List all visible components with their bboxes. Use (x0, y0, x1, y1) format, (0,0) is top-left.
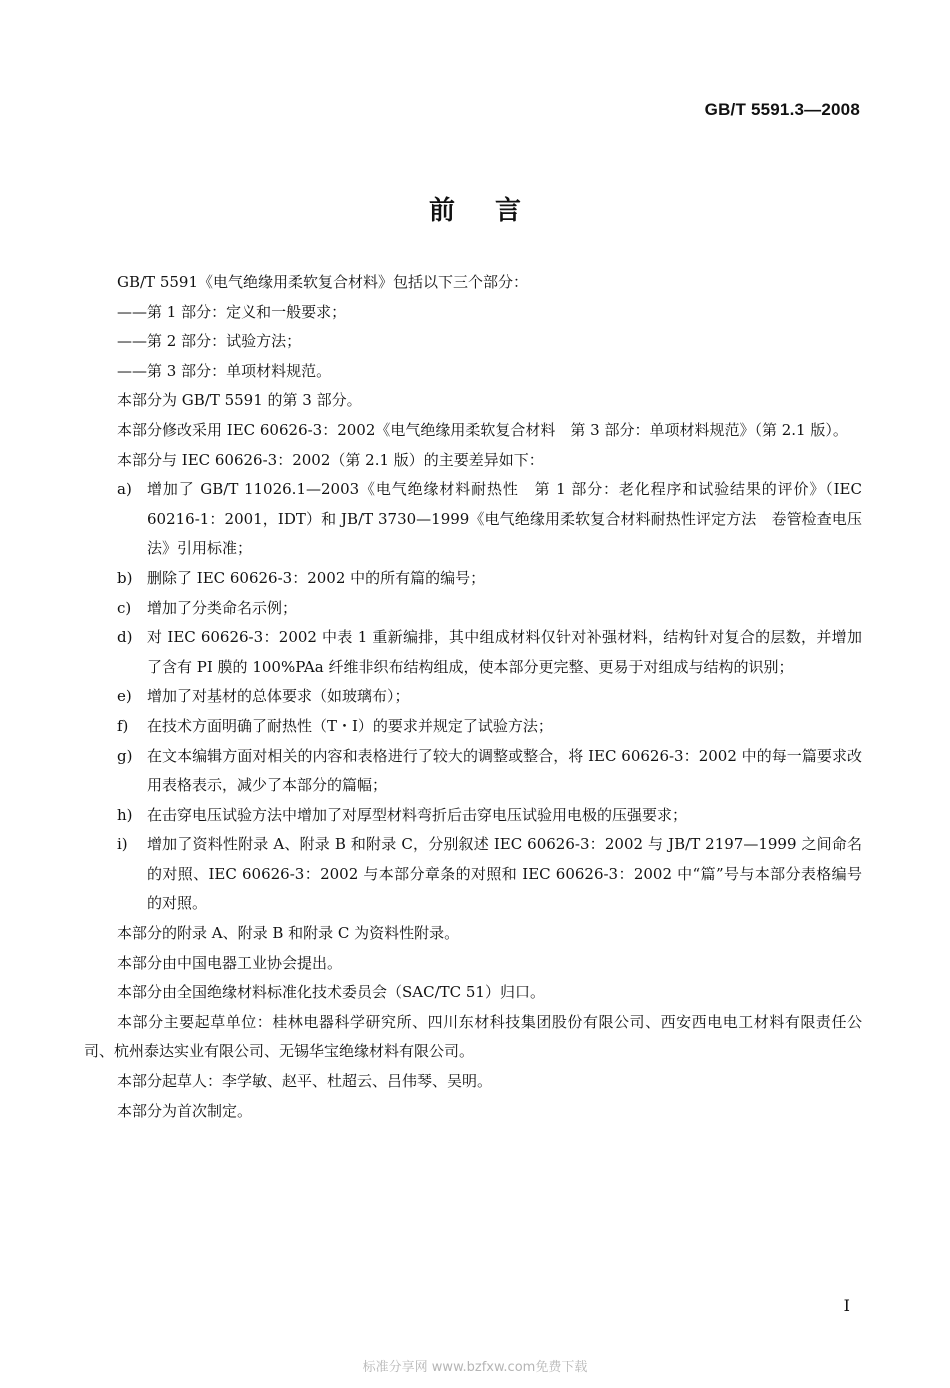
difference-label: e) (117, 687, 132, 706)
difference-item (84, 594, 862, 624)
difference-text: 在技术方面明确了耐热性（T・I）的要求并规定了试验方法； (147, 716, 553, 735)
difference-label: i) (117, 835, 128, 854)
difference-label: d) (117, 628, 133, 647)
difference-text: 增加了资料性附录 A、附录 B 和附录 C，分别叙述 IEC 60626-3：2002 与 JB/T 2197—1999 之间命名的对照、IEC 60626-3：2002 与本部分章条的对照和 IEC 60626-3：2002 中“篇”号与本部分表格编号的对照。 (147, 835, 862, 913)
document-body (84, 268, 862, 1126)
difference-text: 对 IEC 60626-3：2002 中表 1 重新编排，其中组成材料仅针对补强材料，结构针对复合的层数，并增加了含有 PI 膜的 100%PAa 纤维非织布结构组成，使本部分更完整、更易于对组成与结构的识别； (147, 628, 862, 676)
intro-paragraph: ——第 3 部分：单项材料规范。 (117, 361, 332, 380)
difference-text: 增加了分类命名示例； (147, 598, 298, 617)
difference-text: 增加了对基材的总体要求（如玻璃布）； (147, 687, 410, 706)
difference-item (84, 712, 862, 742)
closing-paragraph: 本部分主要起草单位：桂林电器科学研究所、四川东材科技集团股份有限公司、西安西电电工材料有限责任公司、杭州泰达实业有限公司、无锡华宝绝缘材料有限公司。 (84, 1012, 862, 1061)
closing-paragraph: 本部分的附录 A、附录 B 和附录 C 为资料性附录。 (117, 924, 460, 943)
closing-paragraph: 本部分起草人：李学敏、赵平、杜超云、吕伟琴、吴明。 (117, 1072, 493, 1091)
difference-item (84, 742, 862, 801)
difference-item (84, 830, 862, 919)
difference-label: g) (117, 746, 133, 765)
difference-label: f) (117, 716, 129, 735)
difference-label: b) (117, 568, 133, 587)
intro-paragraph: ——第 2 部分：试验方法； (117, 332, 302, 351)
difference-label: c) (117, 598, 132, 617)
page-number: I (843, 1296, 850, 1315)
closing-paragraph: 本部分由中国电器工业协会提出。 (117, 953, 343, 972)
closing-paragraph: 本部分为首次制定。 (117, 1101, 253, 1120)
difference-item (84, 564, 862, 594)
page-title: 前言 (428, 196, 561, 226)
intro-paragraph: 本部分与 IEC 60626-3：2002（第 2.1 版）的主要差异如下： (117, 450, 544, 469)
intro-paragraph: 本部分修改采用 IEC 60626-3：2002《电气绝缘用柔软复合材料 第 3 部分：单项材料规范》（第 2.1 版）。 (117, 420, 848, 439)
difference-label: h) (117, 805, 133, 824)
intro-paragraph: ——第 1 部分：定义和一般要求； (117, 302, 347, 321)
difference-text: 在击穿电压试验方法中增加了对厚型材料弯折后击穿电压试验用电极的压强要求； (147, 805, 688, 824)
difference-item (84, 801, 862, 831)
intro-paragraph: 本部分为 GB/T 5591 的第 3 部分。 (117, 391, 362, 410)
difference-item (84, 623, 862, 682)
difference-text: 增加了 GB/T 11026.1—2003《电气绝缘材料耐热性 第 1 部分：老化程序和试验结果的评价》（IEC 60216-1：2001，IDT）和 JB/T 3730—1999《电气绝缘用柔软复合材料耐热性评定方法 卷管检查电压法》引用标准； (147, 480, 862, 558)
intro-paragraph: GB/T 5591《电气绝缘用柔软复合材料》包括以下三个部分： (117, 273, 529, 291)
standard-code: GB/T 5591.3—2008 (704, 100, 860, 119)
difference-item (84, 682, 862, 712)
difference-item (84, 475, 862, 564)
footer-watermark: 标准分享网 www.bzfxw.com免费下载 (362, 1360, 588, 1375)
difference-label: a) (117, 480, 132, 499)
difference-text: 在文本编辑方面对相关的内容和表格进行了较大的调整或整合，将 IEC 60626-3：2002 中的每一篇要求改用表格表示，减少了本部分的篇幅； (147, 746, 862, 795)
closing-paragraph: 本部分由全国绝缘材料标准化技术委员会（SAC/TC 51）归口。 (117, 983, 545, 1002)
difference-text: 删除了 IEC 60626-3：2002 中的所有篇的编号； (147, 568, 486, 587)
